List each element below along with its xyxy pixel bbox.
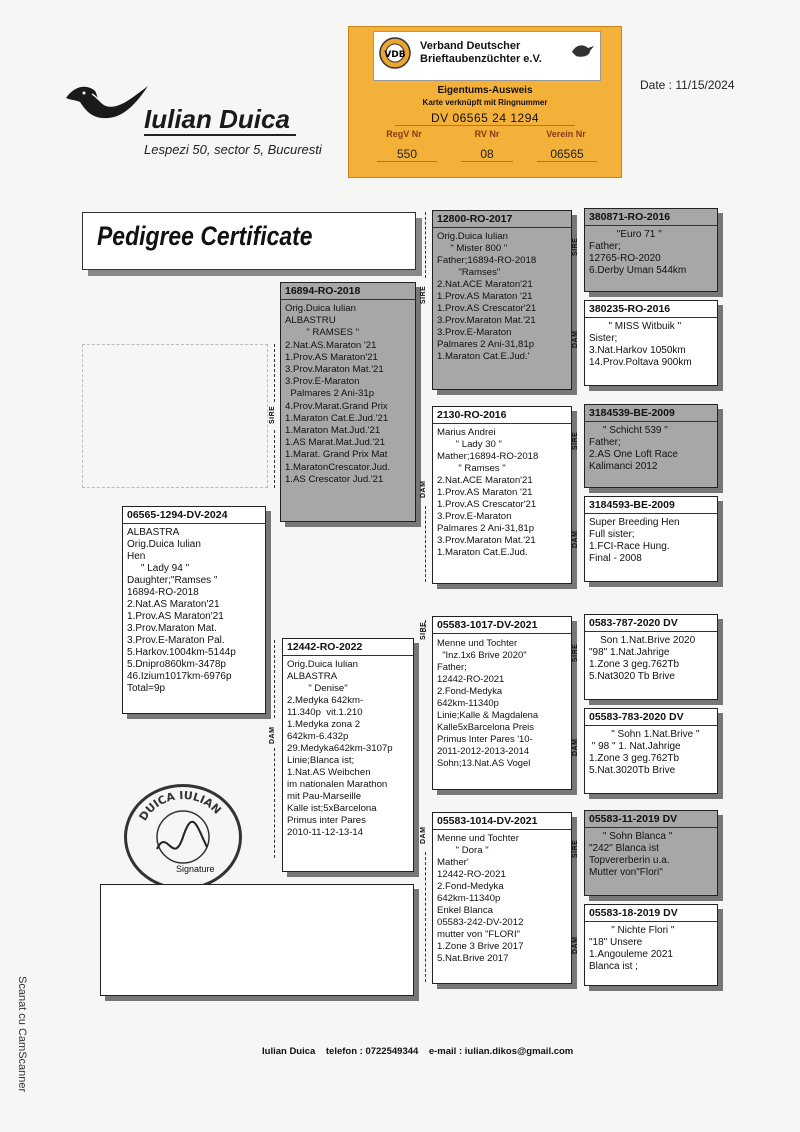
pedigree-ddd-box [584,904,718,986]
subject-ring-id: 06565-1294-DV-2024 [123,507,265,524]
card-value-rv: 08 [461,147,513,162]
pedigree-dd-box [432,812,572,984]
ss-ring-id: 12800-RO-2017 [433,211,571,228]
sss-ring-id: 380871-RO-2016 [585,209,717,226]
ds-sire-label: SIRE [572,643,579,662]
subject-details: ALBASTRA Orig.Duica Iulian Hen " Lady 94 " Daughter;"Ramses " 16894-RO-2018 2.Nat.AS Maraton'21 1.Prov.AS Maraton'21 3.Prov.Maraton Mat. 3.Prov.E-Maraton Pal. 5.Harkov.1004km-5144p 5.Dnipro860km-3478p 46.Izium1017km-6976p Total=9p [127,527,236,694]
logo-bird-icon [62,76,152,126]
svg-text:DUICA IULIAN [137,789,224,823]
breeder-name: Iulian Duica [144,104,290,134]
ds-ring-id: 05583-1017-DV-2021 [433,617,571,634]
pedigree-sds-box [584,404,718,488]
dam-ring-id: 12442-RO-2022 [283,639,413,656]
pedigree-dsd-box [584,708,718,794]
title-box [82,212,416,270]
dam-connector-lower [274,748,275,858]
pedigree-dss-box [584,614,718,700]
placeholder-area [82,344,268,488]
sd-sire-label: SIRE [572,431,579,450]
sire-dam-label: DAM [420,480,427,498]
sd-details: Marius Andrei " Lady 30 " Mather;16894-RO-2018 " Ramses " 2.Nat.ACE Maraton'21 1.Prov.AS Maraton '21 1.Prov.AS Crescator'21 3.Prov.E-Maraton Palmares 2 Ani-31,81p 3.Prov.Maraton Mat.'21 1.Maraton Cat.E.Jud. [437,427,539,558]
ownership-card [348,26,622,178]
pedigree-ssd-box [584,300,718,386]
dam-sire-label: SIRE [420,621,427,640]
ddd-ring-id: 05583-18-2019 DV [585,905,717,922]
dam-dam-label: DAM [420,826,427,844]
dd-ring-id: 05583-1014-DV-2021 [433,813,571,830]
dd-sire-label: SIRE [572,839,579,858]
pedigree-sdd-box [584,496,718,582]
pedigree-ss-box [432,210,572,390]
dd-dam-label: DAM [572,936,579,954]
ss-details: Orig.Duica Iulian " Mister 800 " Father;16894-RO-2018 "Ramses" 2.Nat.ACE Maraton'21 1.Prov.AS Maraton '21 1.Prov.AS Crescator'21 3.Prov.Maraton Mat.'21 3.Prov.E-Maraton Palmares 2 Ani-31,81p 1.Maraton Cat.E.Jud.' [437,231,537,362]
stamp-text: DUICA IULIAN [136,788,224,824]
scanner-watermark: Scanat cu CamScanner [16,976,28,1093]
pedigree-subject-box [122,506,266,714]
ds-dam-label: DAM [572,738,579,756]
sire-label: SIRE [269,405,276,424]
vdb-logo-icon [378,36,412,75]
card-label-rv: RV Nr [474,129,500,139]
card-label-verein: Verein Nr [546,129,586,139]
signature-label: Signature [176,864,215,874]
pedigree-sire-box [280,282,416,522]
pedigree-ds-box [432,616,572,790]
sire-sire-connector [425,212,426,278]
pedigree-sss-box [584,208,718,292]
dam-dam-connector [425,852,426,982]
dsd-ring-id: 05583-783-2020 DV [585,709,717,726]
ss-dam-label: DAM [572,330,579,348]
card-header [373,31,601,81]
card-value-verein: 06565 [537,147,597,162]
sire-connector-lower [274,430,275,488]
breeder-address: Lespezi 50, sector 5, Bucuresti [144,142,322,157]
ds-details: Menne und Tochter "Inz.1x6 Brive 2020" Father; 12442-RO-2021 2.Fond-Medyka 642km-11340p Linie;Kalle & Magdalena Kalle5xBarcelona Preis Primus Inter Pares '10- 2011-2012-2013-2014 Sohn;13.Nat.AS Vogel [437,637,539,768]
card-org-line1: Verband Deutscher [420,40,521,52]
card-ring-number: DV 06565 24 1294 [395,111,575,126]
dam-label: DAM [269,726,276,744]
dss-ring-id: 0583-787-2020 DV [585,615,717,632]
sire-sire-label: SIRE [420,285,427,304]
sire-dam-connector [425,506,426,582]
dd-details: Menne und Tochter " Dora " Mather' 12442-RO-2021 2.Fond-Medyka 642km-11340p Enkel Blanca 05583-242-DV-2012 mutter von "FLORI" 1.Zone 3 Brive 2017 5.Nat.Brive 2017 [437,833,524,964]
footer-contact: Iulian Duica telefon : 0722549344 e-mail : iulian.dikos@gmail.com [262,1046,574,1057]
sds-ring-id: 3184539-BE-2009 [585,405,717,422]
sd-ring-id: 2130-RO-2016 [433,407,571,424]
dam-details: Orig.Duica Iulian ALBASTRA " Denise" 2.Medyka 642km- 11.340p vit.1.210 1.Medyka zona 2 642km-6.432p 29.Medyka642km-3107p Linie;Blanca ist; 1.Nat.AS Weibchen im nationalen Marathon mit Pau-Marseille Kalle ist;5xBarcelona Primus inter Pares 2010-11-12-13-14 [287,659,393,838]
pedigree-sd-box [432,406,572,584]
sdd-ring-id: 3184593-BE-2009 [585,497,717,514]
pedigree-dam-box [282,638,414,872]
sds-details: " Schicht 539 " Father; 2.AS One Loft Race Kalimanci 2012 [589,425,678,472]
card-value-regv: 550 [377,147,437,162]
dam-sire-connector [425,620,426,632]
dss-details: Son 1.Nat.Brive 2020 "98" 1.Nat.Jahrige 1.Zone 3 geg.762Tb 5.Nat3020 Tb Brive [589,635,696,682]
certificate-date: Date : 11/15/2024 [640,78,735,92]
pedigree-dds-box [584,810,718,896]
pigeon-icon [570,42,596,65]
card-label-regv: RegV Nr [386,129,422,139]
name-underline [144,134,296,136]
dam-connector [274,640,275,718]
ssd-ring-id: 380235-RO-2016 [585,301,717,318]
svg-text:VDB: VDB [384,50,406,60]
sire-ring-id: 16894-RO-2018 [281,283,415,300]
sire-connector [274,344,275,402]
card-doc-subtitle: Karte verknüpft mit Ringnummer [422,98,548,107]
page-title: Pedigree Certificate [97,221,313,251]
ddd-details: " Nichte Flori " "18" Unsere 1.Angouleme 2021 Blanca ist ; [589,925,675,972]
dds-ring-id: 05583-11-2019 DV [585,811,717,828]
ssd-details: " MISS Witbuik " Sister; 3.Nat.Harkov 1050km 14.Prov.Poltava 900km [589,321,692,368]
breeder-stamp [124,784,242,890]
sd-dam-label: DAM [572,530,579,548]
sss-details: "Euro 71 " Father; 12765-RO-2020 6.Derby Uman 544km [589,229,687,276]
sire-details: Orig.Duica Iulian ALBASTRU " RAMSES " 2.Nat.AS.Maraton '21 1.Prov.AS Maraton'21 3.Prov.Maraton Mat.'21 3.Prov.E-Maraton Palmares 2 Ani-31p 4.Prov.Marat.Grand Prix 1.Maraton Cat.E.Jud.'21 1.Maraton Mat.Jud.'21 1.AS Marat.Mat.Jud.'21 1.Marat. Grand Prix Mat 1.MaratonCrescator.Jud. 1.AS Crescator Jud.'21 [285,303,391,485]
sdd-details: Super Breeding Hen Full sister; 1.FCI-Race Hung. Final - 2008 [589,517,680,564]
signature-box [100,884,414,996]
card-doc-title: Eigentums-Ausweis [437,85,533,96]
card-org-line2: Brieftaubenzüchter e.V. [420,53,542,65]
dsd-details: " Sohn 1.Nat.Brive " " 98 " 1. Nat.Jahrige 1.Zone 3 geg.762Tb 5.Nat.3020Tb Brive [589,729,700,776]
ss-sire-label: SIRE [572,237,579,256]
dds-details: " Sohn Blanca " "242" Blanca ist Topvererberin u.a. Mutter von"Flori" [589,831,673,878]
